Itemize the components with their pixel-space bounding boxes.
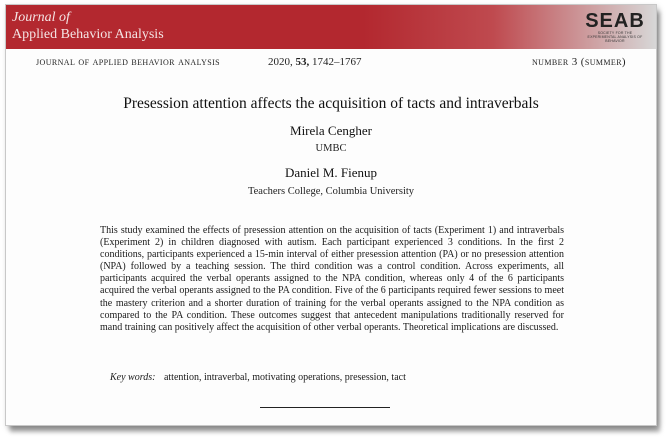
author-name-1: Mirela Cengher [290,123,372,138]
keywords-label: Key words: [110,372,156,383]
running-head-issue: number 3 (summer) [531,56,626,68]
author-affiliation-2: Teachers College, Columbia University [247,186,415,197]
author-affiliation-1: UMBC [315,143,347,154]
running-head-journal: journal of applied behavior analysis [36,56,221,68]
author-name-2: Daniel M. Fienup [284,165,378,180]
journal-name-line1: Journal of [12,10,70,25]
seab-logo-text: SEAB [585,10,645,32]
citation-volume: 53, [295,56,310,68]
seab-logo-subtext: SOCIETY FOR THE EXPERIMENTAL ANALYSIS OF BEHAVIOR [587,31,643,43]
paper-page [6,5,656,425]
footnote-rule [260,407,390,408]
seab-logo [584,11,646,41]
citation-year: 2020, [268,56,293,68]
running-head-citation [268,56,362,68]
journal-name-line2: Applied Behavior Analysis [12,27,164,42]
journal-name [12,9,164,43]
keywords [110,372,560,383]
journal-banner [6,5,656,49]
abstract: This study examined the effects of presession attention on the acquisition of tacts (Experiment 1) and intraverbals (Experiment 2) in children diagnosed with autism. Each participant experienced 3 conditions. In the first 2 conditions, participants experienced a 15-min interval of either presession attention (PA) or no presession attention (NPA) followed by a teaching session. The third condition was a control condition. Across experiments, all participants acquired the verbal operants assigned to the NPA condition, whereas only 4 of the 6 participants acquired the verbal operants assigned to the PA condition. Five of the 6 participants required fewer sessions to meet the mastery criterion and a shorter duration of training for the verbal operants assigned to the NPA condition as compared to the PA condition. These outcomes suggest that antecedent manipulations traditionally reserved for mand training can positively affect the acquisition of other verbal operants. Theoretical implications are discussed. [100,225,564,333]
keywords-list: attention, intraverbal, motivating operations, presession, tact [163,372,406,383]
citation-pages: 1742–1767 [312,56,362,68]
article-title: Presession attention affects the acquisition of tacts and intraverbals [123,95,539,112]
